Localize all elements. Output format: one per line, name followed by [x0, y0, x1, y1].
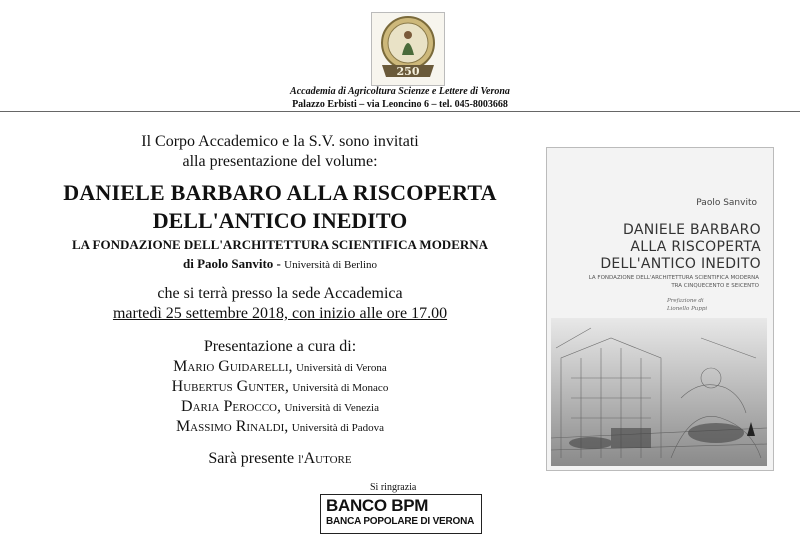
cover-preface-label: Prefazione di	[667, 298, 704, 304]
venue-line: che si terrà presso la sede Accademica	[157, 285, 403, 302]
cover-preface-name: Lionello Puppi	[667, 306, 708, 312]
presenter-name: Massimo Rinaldi,	[175, 418, 289, 435]
presenter-item	[40, 378, 520, 396]
presenter-affiliation: Università di Verona	[295, 362, 387, 374]
author-present-prefix: Sarà presente	[208, 450, 295, 467]
book-cover	[546, 147, 774, 471]
book-title-line-1: DANIELE BARBARO ALLA RISCOPERTA	[63, 180, 497, 205]
cover-subtitle-line-1: LA FONDAZIONE DELL'ARCHITETTURA SCIENTIFICA MODERNA	[588, 275, 759, 281]
academy-name: Accademia di Agricoltura Scienze e Lettere di Verona	[290, 86, 510, 97]
invitation-line-1: Il Corpo Accademico e la S.V. sono invitati	[141, 133, 419, 150]
cover-author: Paolo Sanvito	[696, 198, 757, 208]
book-subtitle: LA FONDAZIONE DELL'ARCHITETTURA SCIENTIFICA MODERNA	[71, 237, 489, 252]
presentation-heading: Presentazione a cura di:	[203, 338, 357, 355]
author-present-role: Autore	[303, 450, 352, 467]
sponsor-name: BANCO BPM	[326, 496, 429, 515]
presenter-name: Daria Perocco,	[181, 398, 281, 415]
presenter-name: Hubertus Gunter,	[171, 378, 289, 395]
presenter-affiliation: Università di Venezia	[284, 402, 379, 414]
svg-text:250: 250	[396, 65, 420, 78]
cover-engraving-image	[551, 318, 767, 466]
sponsor-subname: BANCA POPOLARE DI VERONA	[326, 516, 475, 527]
event-date: martedì 25 settembre 2018, con inizio alle ore 17.00	[112, 305, 448, 322]
academy-address: Palazzo Erbisti – via Leoncino 6 – tel. 045-8003668	[292, 99, 508, 110]
cover-subtitle-line-2: TRA CINQUECENTO E SEICENTO	[671, 283, 759, 289]
cover-title-line-1: DANIELE BARBARO	[623, 222, 761, 238]
presenter-item	[40, 418, 520, 436]
invitation-line-2: alla presentazione del volume:	[182, 153, 378, 170]
book-author-line	[40, 256, 520, 272]
book-author: di Paolo Sanvito -	[183, 256, 281, 271]
academy-logo	[371, 12, 445, 86]
author-present-note	[40, 450, 520, 468]
presenter-affiliation: Università di Padova	[291, 422, 385, 434]
presenter-item	[40, 398, 520, 416]
author-affiliation: Università di Berlino	[284, 259, 377, 271]
cover-title-line-2: ALLA RISCOPERTA	[630, 239, 761, 255]
cover-title-line-3: DELL'ANTICO INEDITO	[600, 256, 761, 272]
sponsor-logo	[320, 494, 482, 534]
book-title-line-2: DELL'ANTICO INEDITO	[152, 208, 408, 233]
author-present-article: l'	[298, 452, 304, 466]
presenter-name: Mario Guidarelli,	[173, 358, 293, 375]
presenter-item	[40, 358, 520, 376]
header-divider	[0, 111, 800, 112]
presenter-affiliation: Università di Monaco	[292, 382, 389, 394]
sponsor-thanks: Si ringrazia	[370, 482, 417, 493]
